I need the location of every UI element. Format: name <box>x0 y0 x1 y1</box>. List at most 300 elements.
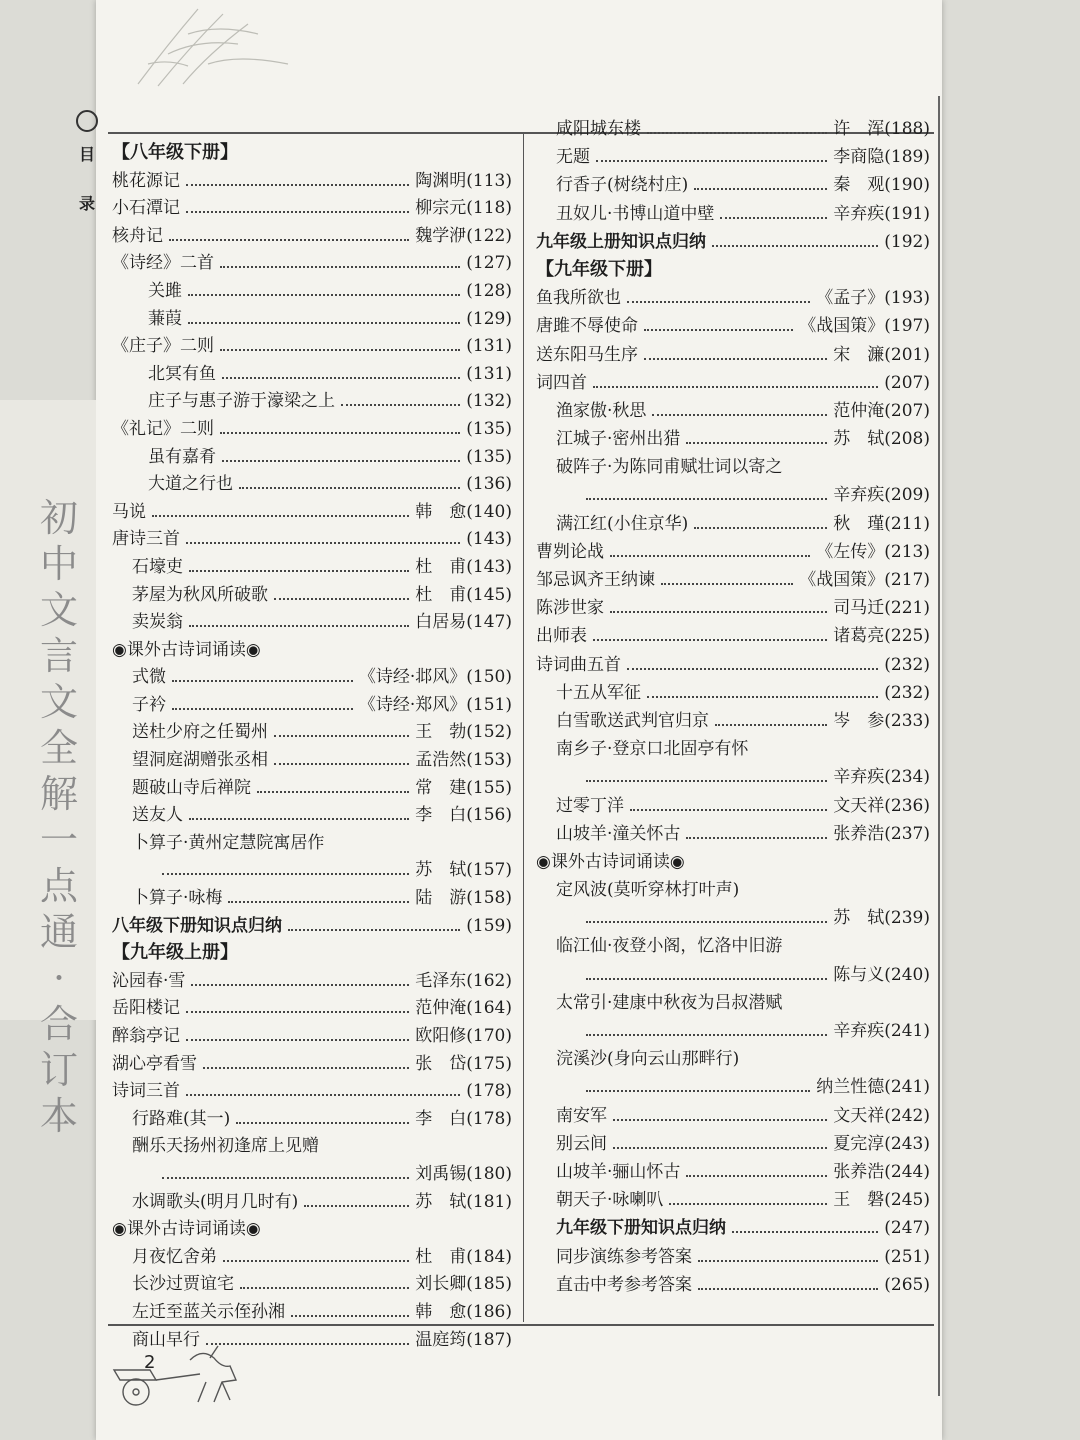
entry-title: 出师表 <box>536 626 587 647</box>
entry-page: (155) <box>466 777 512 798</box>
entry-author: 《孟子》 <box>816 288 885 309</box>
entry-title: 酬乐天扬州初逢席上见赠 <box>132 1136 319 1157</box>
entry-title: 唐雎不辱使命 <box>536 316 638 337</box>
entry-page: (186) <box>466 1301 512 1322</box>
entry-title: 词四首 <box>536 372 587 393</box>
entry-page: (136) <box>466 474 512 495</box>
toc-entry <box>536 593 930 621</box>
entry-title: 虽有嘉肴 <box>148 446 216 467</box>
entry-author-page <box>833 340 930 365</box>
dot-leader <box>162 1177 409 1179</box>
dot-leader <box>644 358 827 360</box>
entry-title: 蒹葭 <box>148 308 182 329</box>
toc-entry <box>536 283 930 311</box>
entry-title: 式微 <box>132 667 166 688</box>
entry-page: (197) <box>884 316 930 337</box>
entry-title: 满江红(小住京华) <box>556 513 689 534</box>
toc-subentry <box>112 717 512 745</box>
dot-leader <box>586 921 827 923</box>
entry-page: (128) <box>466 280 512 301</box>
toc-subentry <box>112 359 512 387</box>
dot-leader <box>647 696 878 698</box>
entry-author-page <box>884 373 930 393</box>
dot-leader <box>223 1260 409 1262</box>
dot-leader <box>274 598 409 600</box>
book-title-vertical <box>32 495 86 1139</box>
dot-leader <box>715 724 827 726</box>
entry-title: 送友人 <box>132 805 183 826</box>
entry-author-page <box>466 916 512 936</box>
entry-author: 《战国策》 <box>799 316 885 337</box>
entry-author: 李 白 <box>415 805 467 826</box>
entry-page: (241) <box>884 1021 930 1041</box>
entry-author: 柳宗元 <box>415 198 467 219</box>
toc-subentry <box>112 773 512 801</box>
entry-author-page <box>833 1101 930 1126</box>
entry-author: 欧阳修 <box>415 1026 467 1046</box>
entry-title: 桃花源记 <box>112 170 180 191</box>
entry-author: 刘长卿 <box>415 1274 467 1295</box>
entry-author: 许 浑 <box>833 119 885 139</box>
dot-leader <box>189 570 409 572</box>
entry-page: (192) <box>884 231 930 252</box>
entry-author: 毛泽东 <box>415 970 467 991</box>
dot-leader <box>220 266 460 268</box>
toc-subentry-continuation <box>536 1016 930 1044</box>
entry-title: 水调歌头(明月几时有) <box>132 1191 299 1212</box>
entry-page: (178) <box>466 1081 512 1102</box>
entry-page: (189) <box>884 147 930 168</box>
chariot-illustration <box>110 1340 250 1410</box>
entry-author: 辛弃疾 <box>833 485 885 506</box>
book-title-char: 通 <box>39 910 78 954</box>
toc-entry <box>112 497 512 525</box>
entry-author-page <box>466 364 512 384</box>
toc-subentry <box>536 509 930 537</box>
dot-leader <box>613 1147 827 1149</box>
entry-title: 丑奴儿·书博山道中壁 <box>556 203 715 224</box>
dot-leader <box>274 735 409 737</box>
entry-page: (241) <box>884 1077 930 1098</box>
dot-leader <box>257 791 409 793</box>
dot-leader <box>732 1231 878 1233</box>
toc-subentry <box>536 1157 930 1185</box>
entry-author-page <box>415 580 512 605</box>
toc-subentry-title <box>536 452 930 480</box>
entry-title: 子衿 <box>132 694 166 715</box>
entry-title: 《诗经》二首 <box>112 253 214 274</box>
dot-leader <box>239 487 460 489</box>
entry-page: (245) <box>884 1190 930 1211</box>
toc-entry <box>112 331 512 359</box>
entry-author-page <box>884 655 930 675</box>
entry-title: 商山早行 <box>132 1329 200 1350</box>
toc-subentry <box>112 442 512 470</box>
entry-page: (135) <box>466 446 512 467</box>
toc-subentry-title <box>536 1044 930 1072</box>
toc-entry <box>536 368 930 396</box>
entry-author: 韩 愈 <box>415 501 467 522</box>
toc-subentry <box>112 607 512 635</box>
extra-reading-heading <box>112 635 512 663</box>
toc-entry <box>112 1076 512 1104</box>
entry-title: 月夜忆舍弟 <box>132 1246 217 1267</box>
entry-author: 王 勃 <box>415 722 467 743</box>
entry-title: 浣溪沙(身向云山那畔行) <box>556 1049 740 1070</box>
toc-subentry <box>536 1129 930 1157</box>
entry-author: 魏学洢 <box>415 225 467 246</box>
toc-subentry-title <box>536 931 930 959</box>
entry-page: (131) <box>466 363 512 384</box>
entry-title: 山坡羊·潼关怀古 <box>556 823 681 844</box>
toc-entry <box>536 621 930 649</box>
book-title-char: · <box>52 956 66 1000</box>
toc-subentry-title <box>112 1131 512 1159</box>
entry-author-page <box>833 903 930 928</box>
entry-title: 江城子·密州出猎 <box>556 429 681 450</box>
entry-title: 曹刿论战 <box>536 541 604 562</box>
toc-subentry <box>536 199 930 227</box>
book-title-char: 点 <box>39 864 78 908</box>
entry-author-page <box>833 960 930 985</box>
dot-leader <box>661 583 793 585</box>
entry-title: 长沙过贾谊宅 <box>132 1274 234 1295</box>
toc-subentry <box>112 1297 512 1325</box>
entry-title: 行香子(树绕村庄) <box>556 175 689 196</box>
entry-title: 无题 <box>556 147 590 168</box>
entry-author-page <box>415 193 512 218</box>
dot-leader <box>586 1034 827 1036</box>
dot-leader <box>220 349 460 351</box>
entry-author: 诸葛亮 <box>833 626 885 647</box>
dot-leader <box>186 211 409 213</box>
entry-author: 杜 甫 <box>415 1246 467 1267</box>
entry-author-page <box>415 745 512 770</box>
toc-entry <box>536 650 930 678</box>
entry-author: 张养浩 <box>833 1161 885 1182</box>
entry-title: 唐诗三首 <box>112 529 180 550</box>
entry-title: 九年级下册知识点归纳 <box>556 1218 726 1239</box>
entry-title: 定风波(莫听穿林打叶声) <box>556 880 740 901</box>
toc-subentry-continuation <box>112 855 512 883</box>
toc-entry <box>112 414 512 442</box>
dot-leader <box>593 639 827 641</box>
entry-title: 诗词三首 <box>112 1081 180 1102</box>
entry-title: 陈涉世家 <box>536 598 604 619</box>
entry-author-page <box>415 166 512 191</box>
entry-author: 夏完淳 <box>833 1133 885 1154</box>
entry-author: 苏 轼 <box>415 1191 467 1212</box>
dot-leader <box>698 1288 878 1290</box>
entry-author-page <box>833 621 930 646</box>
toc-subentry-title <box>536 734 930 762</box>
entry-title: 岳阳楼记 <box>112 998 180 1019</box>
toc-subentry-title <box>536 988 930 1016</box>
toc-entry <box>112 524 512 552</box>
dot-leader <box>186 1039 409 1041</box>
toc-subentry <box>112 745 512 773</box>
entry-page: (225) <box>884 626 930 647</box>
entry-page: (207) <box>884 400 930 421</box>
entry-author: 白居易 <box>415 612 467 633</box>
entry-title: 过零丁洋 <box>556 795 624 816</box>
toc-subentry-continuation <box>536 903 930 931</box>
entry-author-page <box>415 1187 512 1212</box>
entry-title: 卜算子·咏梅 <box>132 888 223 909</box>
entry-title: 大道之行也 <box>148 474 233 495</box>
entry-author-page <box>833 396 930 421</box>
entry-page: (180) <box>466 1163 512 1184</box>
entry-title: 核舟记 <box>112 225 163 246</box>
entry-author: 岑 参 <box>833 710 885 731</box>
dot-leader <box>596 160 827 162</box>
entry-page: (188) <box>884 119 930 139</box>
dot-leader <box>240 1287 409 1289</box>
dot-leader <box>694 527 827 529</box>
toc-subentry <box>112 580 512 608</box>
entry-author-page <box>359 662 512 687</box>
entry-author-page <box>466 309 512 329</box>
entry-author-page <box>415 1242 512 1267</box>
dot-leader <box>686 442 827 444</box>
dot-leader <box>593 386 878 388</box>
entry-title: 【 八年级下册 】 <box>112 138 238 164</box>
entry-author: 陆 游 <box>415 888 467 909</box>
toc-subentry-continuation <box>536 960 930 988</box>
entry-page: (170) <box>466 1026 512 1046</box>
entry-page: (242) <box>884 1105 930 1126</box>
entry-author-page <box>833 1129 930 1154</box>
entry-page: (178) <box>466 1108 512 1129</box>
dot-leader <box>291 1315 409 1317</box>
column-divider <box>523 132 524 1322</box>
toc-subentry <box>112 1242 512 1270</box>
toc-subentry <box>112 469 512 497</box>
entry-page: (129) <box>466 308 512 329</box>
contents-char-2: 录 <box>78 194 95 213</box>
entry-author: 司马迁 <box>833 598 885 619</box>
dot-leader <box>613 1119 827 1121</box>
entry-page: (211) <box>884 513 930 534</box>
entry-title: 邹忌讽齐王纳谏 <box>536 570 655 590</box>
dot-leader <box>191 984 409 986</box>
entry-author: 苏 轼 <box>415 860 467 881</box>
entry-title: ◉课外古诗词诵读◉ <box>112 639 261 660</box>
entry-author-page <box>833 509 930 534</box>
entry-title: 北冥有鱼 <box>148 363 216 384</box>
toc-summary-entry <box>112 911 512 939</box>
entry-author: 张养浩 <box>833 823 885 844</box>
entry-author-page <box>833 1157 930 1182</box>
dot-leader <box>647 132 827 134</box>
entry-author-page <box>833 424 930 449</box>
entry-page: (145) <box>466 584 512 605</box>
entry-author-page <box>833 142 930 167</box>
entry-title: 白雪歌送武判官归京 <box>556 710 709 731</box>
entry-title: 庄子与惠子游于濠梁之上 <box>148 391 335 412</box>
toc-subentry <box>536 424 930 452</box>
entry-page: (237) <box>884 823 930 844</box>
entry-author-page <box>415 1049 512 1074</box>
entry-author: 文天祥 <box>833 795 885 816</box>
dot-leader <box>304 1205 409 1207</box>
entry-author-page <box>415 800 512 825</box>
entry-author: 苏 轼 <box>833 908 885 929</box>
entry-title: 诗词曲五首 <box>536 654 621 675</box>
dot-leader <box>686 837 827 839</box>
toc-subentry-continuation <box>536 762 930 790</box>
entry-title: 渔家傲·秋思 <box>556 400 647 421</box>
entry-page: (143) <box>466 556 512 577</box>
entry-author-page <box>415 855 512 880</box>
dot-leader <box>162 873 409 875</box>
entry-title: 同步演练参考答案 <box>556 1246 692 1267</box>
toc-subentry <box>112 304 512 332</box>
section-heading <box>536 255 930 283</box>
toc-subentry <box>112 386 512 414</box>
toc-subentry <box>536 1101 930 1129</box>
entry-author-page <box>466 474 512 494</box>
entry-page: (207) <box>884 372 930 393</box>
contents-left-column <box>112 138 512 1352</box>
entry-author-page <box>415 966 512 991</box>
toc-subentry <box>536 1270 930 1298</box>
entry-author-page <box>833 593 930 618</box>
entry-author-page <box>415 1269 512 1294</box>
entry-author-page <box>415 1104 512 1129</box>
entry-title: 九年级上册知识点归纳 <box>536 231 706 252</box>
entry-author: 苏 轼 <box>833 429 885 450</box>
entry-author-page <box>415 993 512 1018</box>
toc-subentry <box>536 791 930 819</box>
book-title-char: 全 <box>39 726 78 770</box>
entry-page: (152) <box>466 722 512 743</box>
entry-page: (157) <box>466 860 512 881</box>
entry-page: (181) <box>466 1191 512 1212</box>
dot-leader <box>188 294 460 296</box>
entry-page: (190) <box>884 175 930 196</box>
entry-title: 卜算子·黄州定慧院寓居作 <box>132 832 325 853</box>
book-title-char: 文 <box>39 588 78 632</box>
dot-leader <box>236 1122 409 1124</box>
toc-subentry <box>536 819 930 847</box>
entry-page: (232) <box>884 654 930 675</box>
entry-author-page <box>884 1247 930 1267</box>
entry-page: (122) <box>466 225 512 246</box>
frame-right-border <box>938 96 940 1396</box>
toc-entry <box>112 966 512 994</box>
entry-page: (175) <box>466 1053 512 1074</box>
dot-leader <box>586 1090 810 1092</box>
entry-page: (151) <box>466 694 512 715</box>
entry-author: 辛弃疾 <box>833 1021 885 1041</box>
entry-author: 宋 濂 <box>833 344 885 365</box>
dot-leader <box>627 668 878 670</box>
entry-author: 辛弃疾 <box>833 203 885 224</box>
contents-char-1: 目 <box>78 145 95 164</box>
extra-reading-heading <box>536 847 930 875</box>
entry-author: 陈与义 <box>833 964 885 985</box>
entry-title: 直击中考参考答案 <box>556 1274 692 1295</box>
dot-leader <box>586 498 827 500</box>
toc-entry <box>536 311 930 339</box>
entry-author: 《战国策》 <box>799 570 885 590</box>
entry-page: (143) <box>466 529 512 550</box>
entry-page: (156) <box>466 805 512 826</box>
toc-subentry-continuation <box>536 480 930 508</box>
book-title-char: 言 <box>39 634 78 678</box>
toc-entry <box>112 221 512 249</box>
section-heading <box>112 938 512 966</box>
entry-page: (185) <box>466 1274 512 1295</box>
entry-page: (147) <box>466 612 512 633</box>
entry-page: (240) <box>884 964 930 985</box>
entry-page: (184) <box>466 1246 512 1267</box>
dot-leader <box>694 188 827 190</box>
entry-author-page <box>466 336 512 356</box>
entry-page: (265) <box>884 1274 930 1295</box>
entry-author-page <box>833 706 930 731</box>
toc-subentry <box>112 690 512 718</box>
entry-title: 南安军 <box>556 1105 607 1126</box>
entry-page: (187) <box>466 1329 512 1350</box>
entry-page: (127) <box>466 253 512 274</box>
contents-heading <box>72 110 102 240</box>
entry-title: ◉课外古诗词诵读◉ <box>112 1219 261 1240</box>
entry-author: 张 岱 <box>415 1053 467 1074</box>
entry-page: (233) <box>884 710 930 731</box>
bamboo-illustration <box>128 4 308 90</box>
entry-page: (162) <box>466 970 512 991</box>
toc-entry <box>112 248 512 276</box>
entry-author-page <box>833 199 930 224</box>
toc-subentry <box>112 662 512 690</box>
extra-reading-heading <box>112 1214 512 1242</box>
entry-author: 李商隐 <box>833 147 885 168</box>
dot-leader <box>186 542 460 544</box>
entry-author-page <box>359 690 512 715</box>
dot-leader <box>189 625 409 627</box>
entry-title: 咸阳城东楼 <box>556 119 641 139</box>
toc-entry <box>536 565 930 593</box>
entry-author: 秋 瑾 <box>833 513 885 534</box>
dot-leader <box>188 322 460 324</box>
toc-entry <box>112 193 512 221</box>
entry-author: 《左传》 <box>816 541 885 562</box>
entry-author-page <box>816 283 930 308</box>
book-title-char: 初 <box>39 496 78 540</box>
entry-author: 陶渊明 <box>415 170 467 191</box>
entry-page: (118) <box>466 198 512 219</box>
entry-author-page <box>415 1325 512 1350</box>
entry-title: 【 九年级下册 】 <box>536 255 662 281</box>
dot-leader <box>169 239 409 241</box>
entry-page: (131) <box>466 336 512 357</box>
dot-leader <box>712 245 878 247</box>
entry-page: (221) <box>884 598 930 619</box>
entry-title: 行路难(其一) <box>132 1108 231 1129</box>
entry-author-page <box>833 762 930 787</box>
toc-subentry <box>536 142 930 170</box>
entry-author: 杜 甫 <box>415 556 467 577</box>
entry-page: (201) <box>884 344 930 365</box>
toc-subentry <box>536 1185 930 1213</box>
dot-leader <box>644 329 793 331</box>
dot-leader <box>186 1011 409 1013</box>
entry-author-page <box>884 683 930 703</box>
toc-subentry <box>112 1187 512 1215</box>
entry-author-page <box>415 497 512 522</box>
